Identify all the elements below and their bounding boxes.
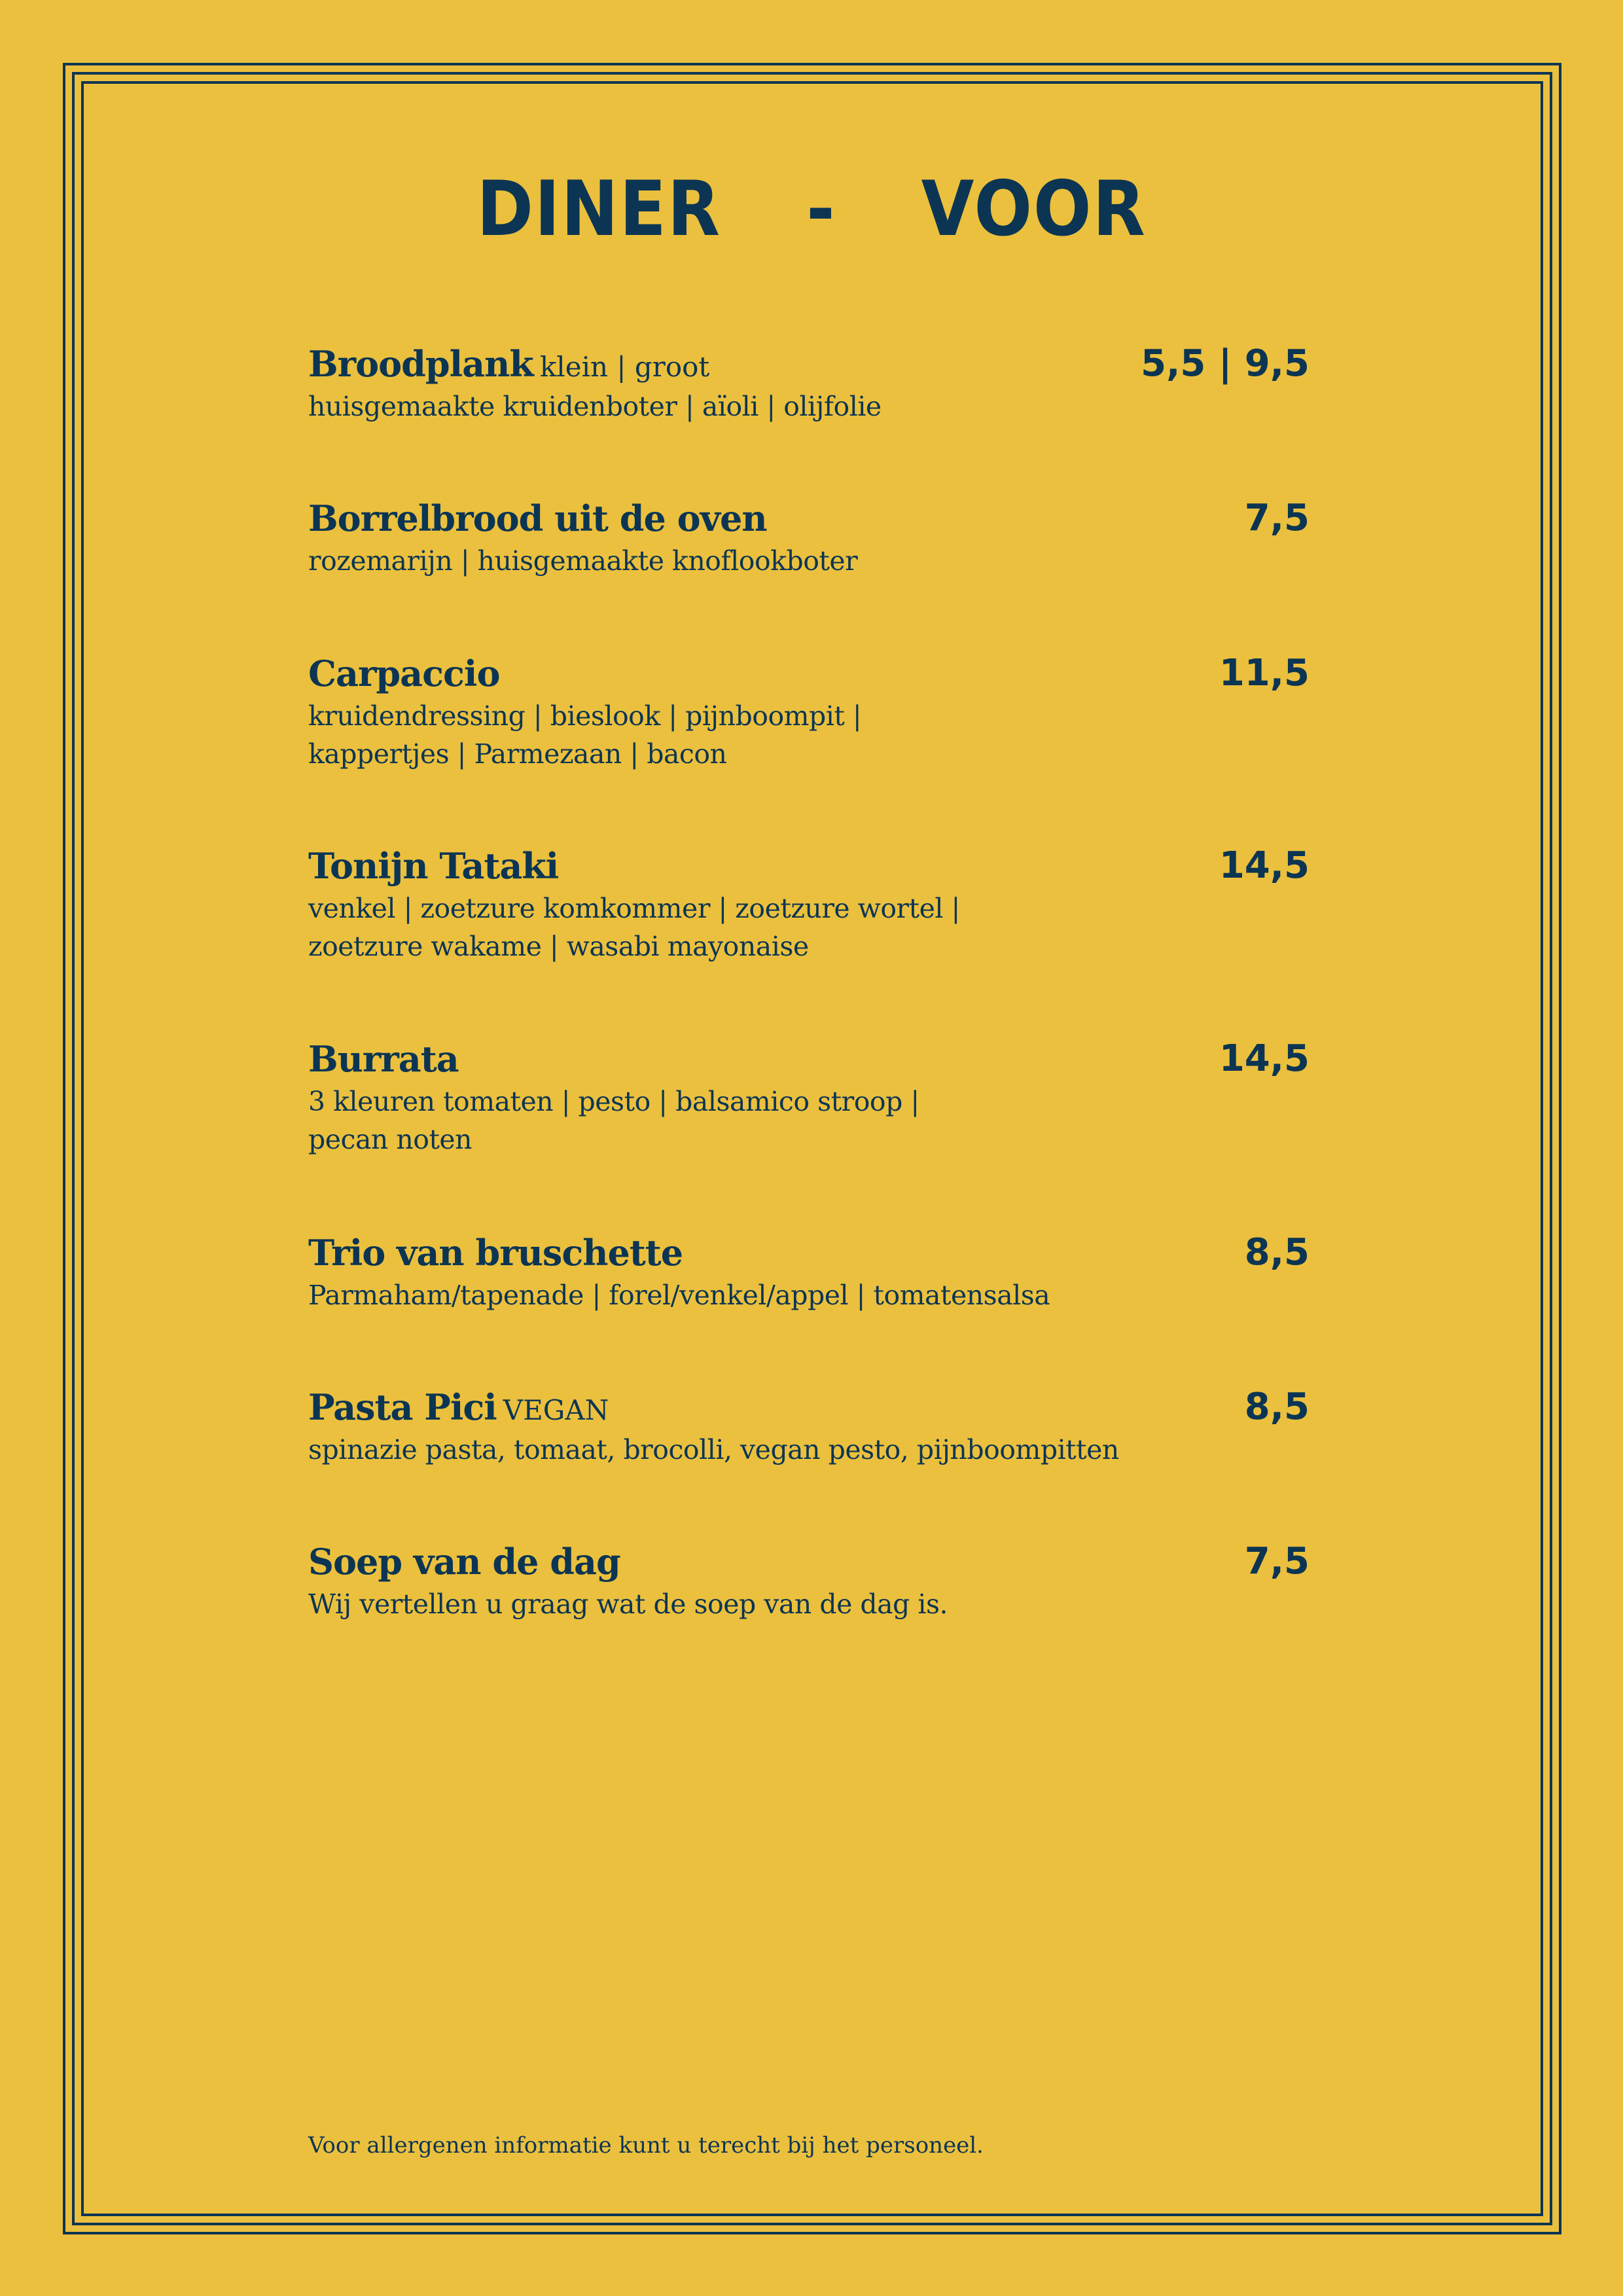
item-size-note: klein | groot — [539, 351, 710, 383]
item-price: 5,5 | 9,5 — [1141, 342, 1310, 385]
item-description — [308, 697, 1310, 773]
item-description — [308, 1431, 1310, 1469]
item-description — [308, 1585, 1310, 1623]
menu-item-pasta-pici — [308, 1384, 1310, 1538]
description-line: pecan noten — [308, 1124, 473, 1155]
item-name: Tonijn Tataki — [308, 845, 559, 887]
menu-list — [308, 340, 1310, 1643]
menu-item-soep-van-de-dag — [308, 1538, 1310, 1643]
item-name: Borrelbrood uit de oven — [308, 497, 767, 539]
item-name: Soep van de dag — [308, 1541, 620, 1583]
item-name: Trio van bruschette — [308, 1232, 683, 1274]
item-price: 11,5 — [1219, 652, 1310, 694]
allergen-note: Voor allergenen informatie kunt u terecht bij het personeel. — [308, 2132, 984, 2159]
item-price: 7,5 — [1244, 1540, 1310, 1583]
item-vegan-note: VEGAN — [503, 1394, 609, 1426]
description-line: kruidendressing | bieslook | pijnboompit | — [308, 700, 862, 732]
item-name: Carpaccio — [308, 653, 500, 694]
description-line: zoetzure wakame | wasabi mayonaise — [308, 931, 809, 962]
menu-item-broodplank — [308, 340, 1310, 495]
description-line: 3 kleuren tomaten | pesto | balsamico stroop | — [308, 1086, 919, 1117]
description-line: rozemarijn | huisgemaakte knoflookboter — [308, 545, 858, 577]
item-description — [308, 1276, 1310, 1314]
item-name: Broodplank — [308, 343, 533, 385]
description-line: kappertjes | Parmezaan | bacon — [308, 738, 727, 770]
item-description — [308, 1083, 1310, 1158]
page-title: DINER - VOOR — [476, 165, 1147, 253]
item-name: Burrata — [308, 1038, 459, 1080]
menu-item-burrata — [308, 1035, 1310, 1229]
item-price: 14,5 — [1219, 844, 1310, 887]
menu-item-borrelbrood — [308, 495, 1310, 650]
description-line: huisgemaakte kruidenboter | aïoli | olijfolie — [308, 391, 882, 422]
description-line: Wij vertellen u graag wat de soep van de dag is. — [308, 1588, 948, 1620]
description-line: venkel | zoetzure komkommer | zoetzure wortel | — [308, 893, 960, 924]
item-price: 7,5 — [1244, 497, 1310, 539]
item-price: 8,5 — [1244, 1386, 1310, 1428]
menu-item-carpaccio — [308, 650, 1310, 842]
item-price: 8,5 — [1244, 1231, 1310, 1274]
item-description — [308, 387, 1310, 425]
item-description — [308, 889, 1310, 965]
item-name: Pasta Pici — [308, 1386, 497, 1428]
menu-item-trio-bruschette — [308, 1229, 1310, 1384]
description-line: Parmaham/tapenade | forel/venkel/appel | tomatensalsa — [308, 1280, 1050, 1311]
description-line: spinazie pasta, tomaat, brocolli, vegan pesto, pijnboompitten — [308, 1434, 1119, 1465]
menu-item-tonijn-tataki — [308, 842, 1310, 1035]
item-description — [308, 542, 1310, 580]
item-price: 14,5 — [1219, 1037, 1310, 1080]
